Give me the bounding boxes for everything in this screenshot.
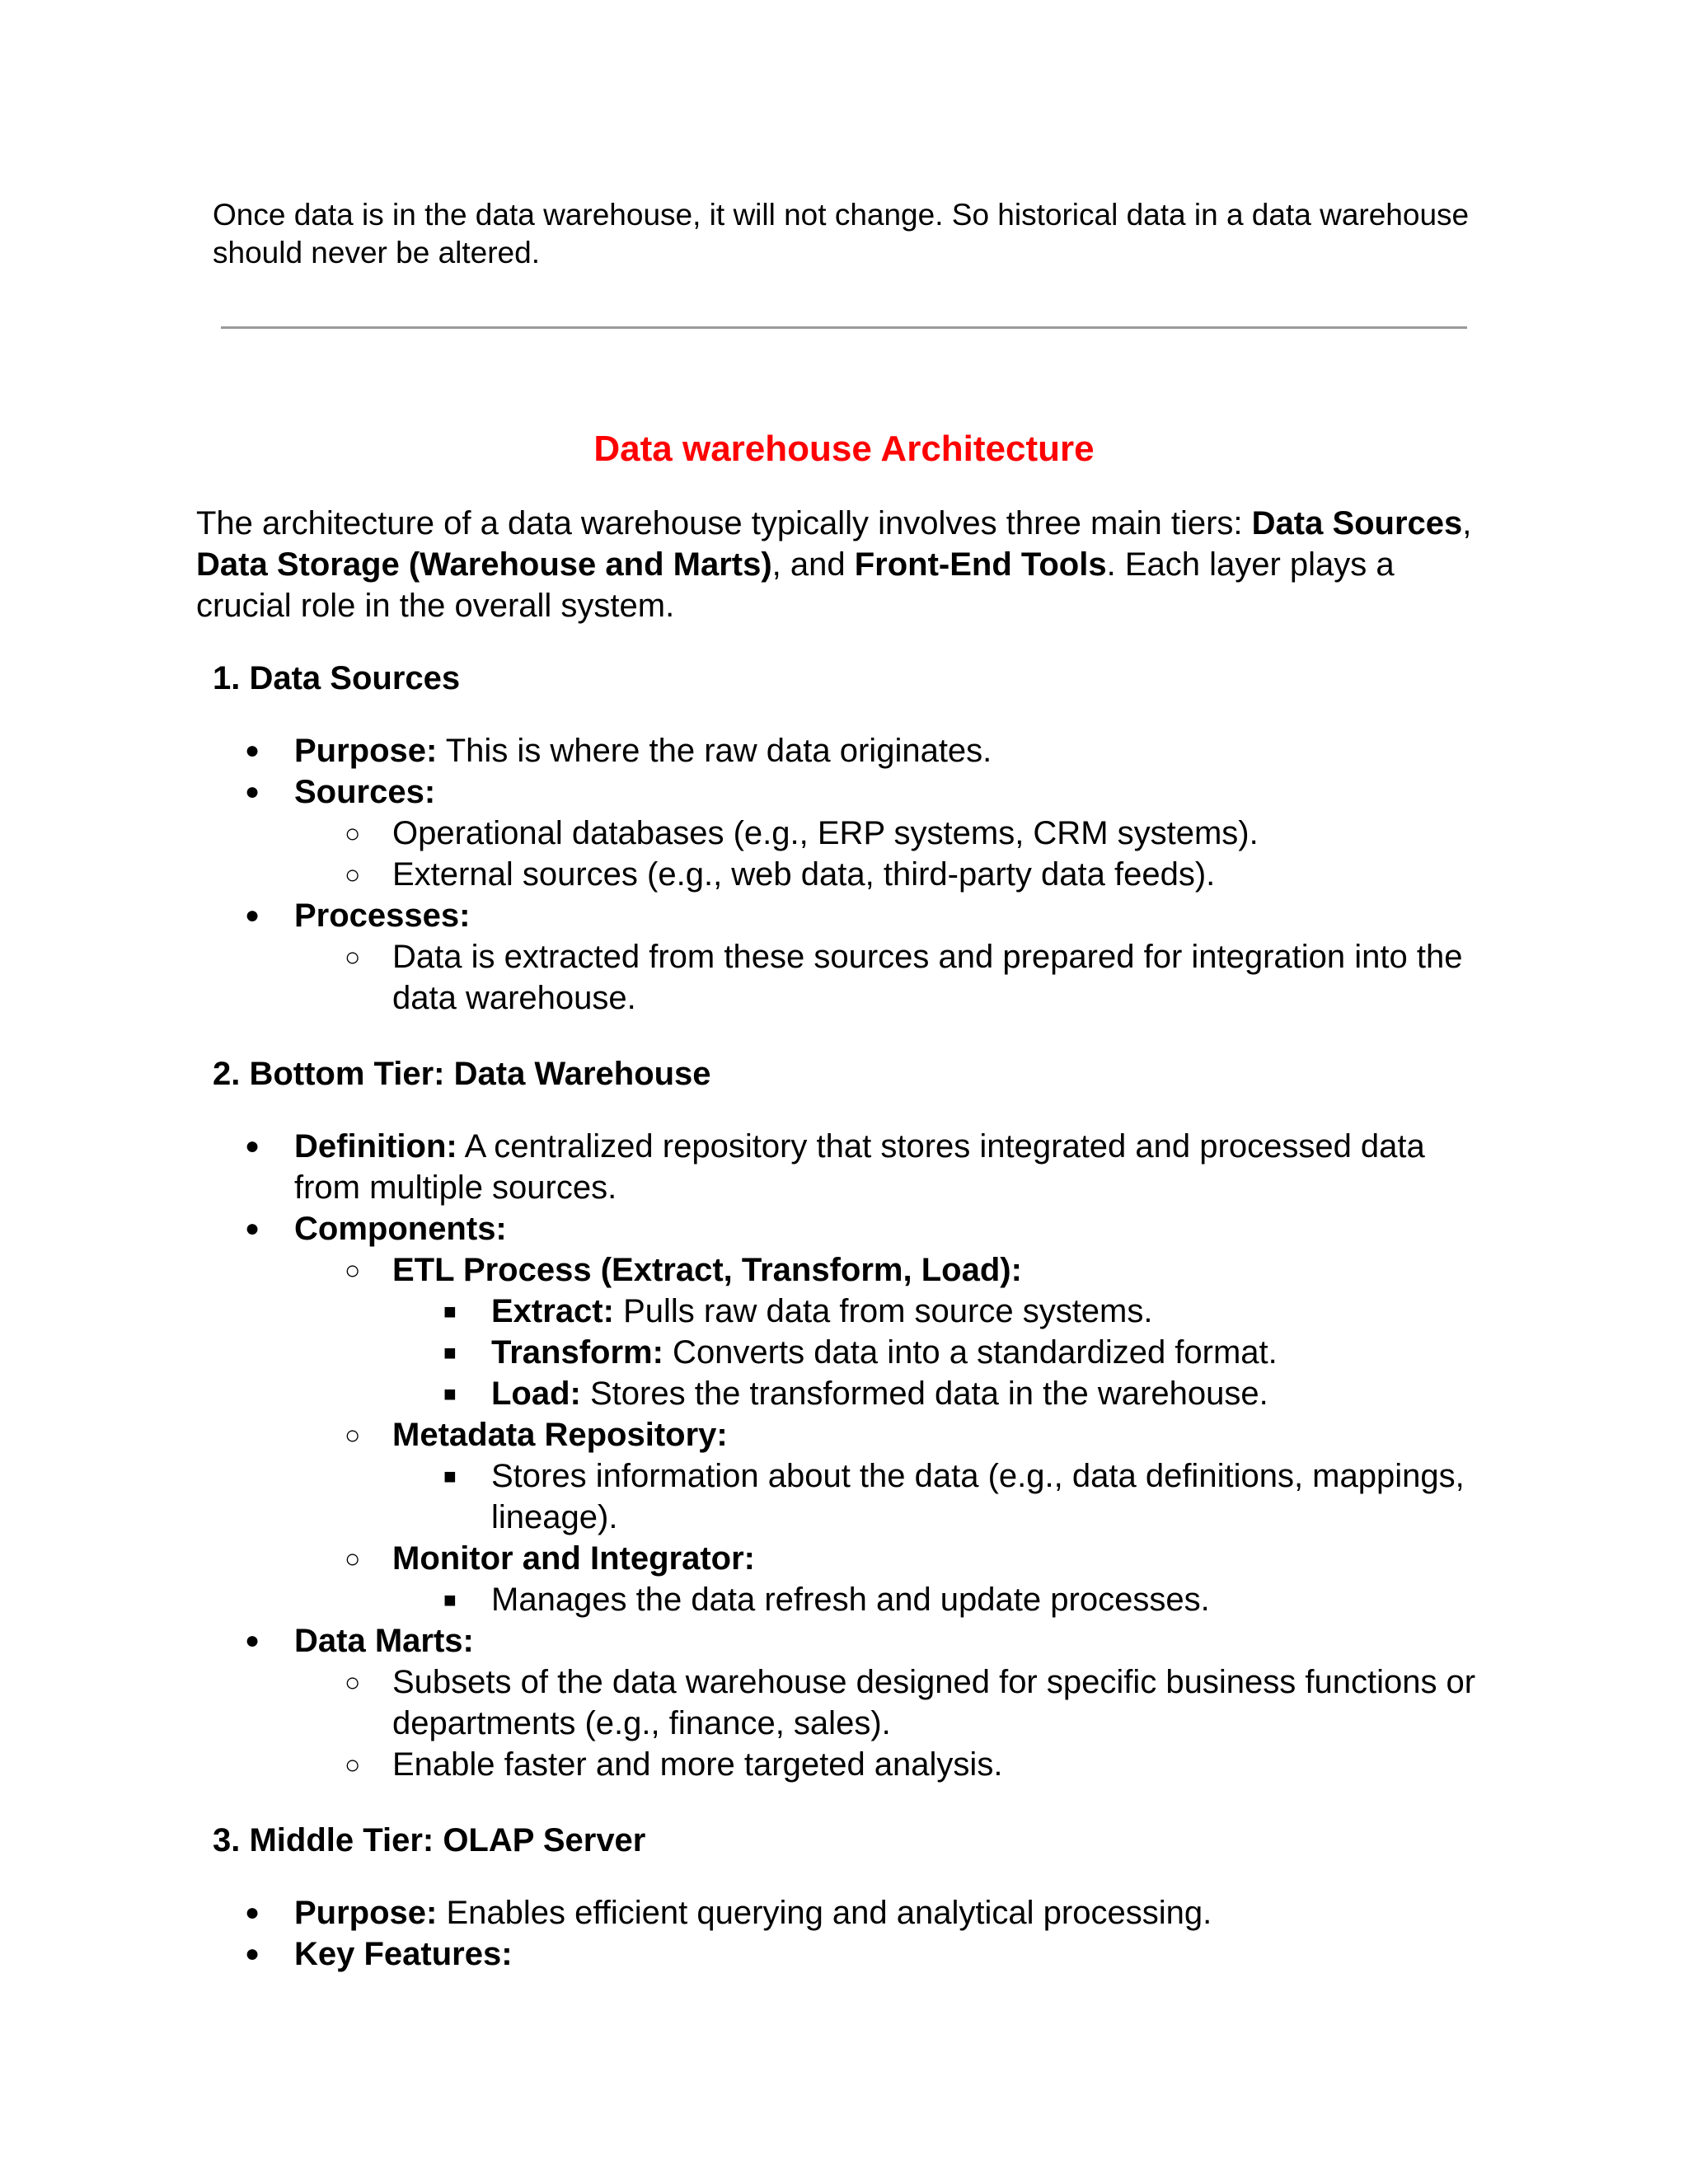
section-2-title: 2. Bottom Tier: Data Warehouse xyxy=(213,1056,711,1092)
square-bullet-icon: ■ xyxy=(443,1464,457,1488)
circle-bullet-icon: ○ xyxy=(345,818,361,848)
circle-bullet-icon: ○ xyxy=(345,1255,361,1285)
section-heading: Data warehouse Architecture xyxy=(593,429,1095,469)
list-subitem-etl xyxy=(345,1249,1497,1291)
item-text: Stores information about the data (e.g., data definitions, mappings, lineage). xyxy=(491,1458,1465,1535)
disc-bullet-icon: ● xyxy=(245,1899,260,1926)
circle-bullet-icon: ○ xyxy=(345,1544,361,1573)
para-bold-data-sources: Data Sources xyxy=(1251,505,1463,541)
item-text: Operational databases (e.g., ERP systems, CRM systems). xyxy=(392,815,1259,851)
circle-bullet-icon: ○ xyxy=(345,942,361,972)
item-label: Load: xyxy=(491,1376,581,1412)
section-1-title: 1. Data Sources xyxy=(213,660,461,696)
list-subitem-monitor xyxy=(345,1538,1497,1579)
item-label: Transform: xyxy=(491,1334,663,1371)
item-text: Subsets of the data warehouse designed for specific business functions or departments (e.g., finance, sales). xyxy=(392,1664,1476,1741)
list-item-data-marts xyxy=(245,1620,1498,1661)
item-label: Components: xyxy=(294,1211,507,1247)
item-text: Converts data into a standardized format. xyxy=(663,1334,1278,1371)
item-text: Manages the data refresh and update processes. xyxy=(491,1582,1210,1618)
item-text: Data is extracted from these sources and prepared for integration into the data warehouse. xyxy=(392,939,1463,1016)
item-label: Metadata Repository: xyxy=(392,1417,728,1453)
list-subsubitem-extract xyxy=(443,1291,1497,1332)
list-subitem-source xyxy=(345,854,1497,895)
para-text-1: The architecture of a data warehouse typically involves three main tiers: xyxy=(196,505,1252,541)
list-subitem-mart xyxy=(345,1744,1497,1785)
list-item-sources xyxy=(245,771,1498,813)
list-item-definition xyxy=(245,1126,1498,1208)
list-item-purpose xyxy=(245,730,1498,771)
item-label: Key Features: xyxy=(294,1936,513,1972)
item-label: Extract: xyxy=(491,1293,614,1329)
item-text: Enable faster and more targeted analysis. xyxy=(392,1746,1003,1783)
item-label: Processes: xyxy=(294,898,471,934)
list-subsubitem-transform xyxy=(443,1332,1497,1373)
circle-bullet-icon: ○ xyxy=(345,1667,361,1697)
intro-paragraph: Once data is in the data warehouse, it will not change. So historical data in a data warehouse should never be altered. xyxy=(213,198,1470,269)
item-text: Pulls raw data from source systems. xyxy=(613,1293,1153,1329)
list-subsubitem-metadata-text xyxy=(443,1455,1497,1538)
item-text: External sources (e.g., web data, third-party data feeds). xyxy=(392,856,1216,893)
disc-bullet-icon: ● xyxy=(245,737,260,764)
item-label: Purpose: xyxy=(294,1895,438,1931)
disc-bullet-icon: ● xyxy=(245,1215,260,1242)
square-bullet-icon: ■ xyxy=(443,1381,457,1406)
item-text: This is where the raw data originates. xyxy=(437,733,992,769)
item-label: Monitor and Integrator: xyxy=(392,1540,755,1577)
list-subitem-metadata xyxy=(345,1414,1497,1455)
list-subsubitem-load xyxy=(443,1373,1497,1414)
list-subitem-source xyxy=(345,813,1497,854)
list-subitem-mart xyxy=(345,1661,1497,1744)
para-text-4: . Each layer plays a crucial role in the overall system. xyxy=(196,546,1395,624)
list-item-components xyxy=(245,1208,1498,1249)
list-item-key-features xyxy=(245,1933,1498,1975)
list-subsubitem-monitor-text xyxy=(443,1579,1497,1620)
circle-bullet-icon: ○ xyxy=(345,860,361,889)
section-3-title: 3. Middle Tier: OLAP Server xyxy=(213,1822,646,1858)
item-label: Definition: xyxy=(294,1128,457,1165)
para-bold-data-storage: Data Storage (Warehouse and Marts) xyxy=(196,546,772,583)
para-text-2: , xyxy=(1462,505,1472,541)
circle-bullet-icon: ○ xyxy=(345,1420,361,1450)
item-text: A centralized repository that stores integrated and processed data from multiple sources. xyxy=(294,1128,1425,1206)
horizontal-divider xyxy=(221,326,1467,329)
disc-bullet-icon: ● xyxy=(245,1940,260,1967)
disc-bullet-icon: ● xyxy=(245,1132,260,1160)
item-text: Enables efficient querying and analytical processing. xyxy=(437,1895,1212,1931)
item-label: Data Marts: xyxy=(294,1623,474,1659)
architecture-paragraph xyxy=(196,503,1498,626)
item-text: Stores the transformed data in the warehouse. xyxy=(580,1376,1268,1412)
para-bold-front-end-tools: Front-End Tools xyxy=(854,546,1107,583)
disc-bullet-icon: ● xyxy=(245,778,260,805)
item-label: Sources: xyxy=(294,774,436,810)
list-item-processes xyxy=(245,895,1498,936)
item-label: ETL Process (Extract, Transform, Load): xyxy=(392,1252,1022,1288)
square-bullet-icon: ■ xyxy=(443,1299,457,1324)
circle-bullet-icon: ○ xyxy=(345,1750,361,1779)
square-bullet-icon: ■ xyxy=(443,1340,457,1365)
disc-bullet-icon: ● xyxy=(245,1627,260,1654)
list-subitem-process xyxy=(345,936,1497,1019)
para-text-3: , and xyxy=(771,546,855,583)
disc-bullet-icon: ● xyxy=(245,902,260,929)
list-item-purpose xyxy=(245,1892,1498,1933)
square-bullet-icon: ■ xyxy=(443,1587,457,1612)
item-label: Purpose: xyxy=(294,733,438,769)
